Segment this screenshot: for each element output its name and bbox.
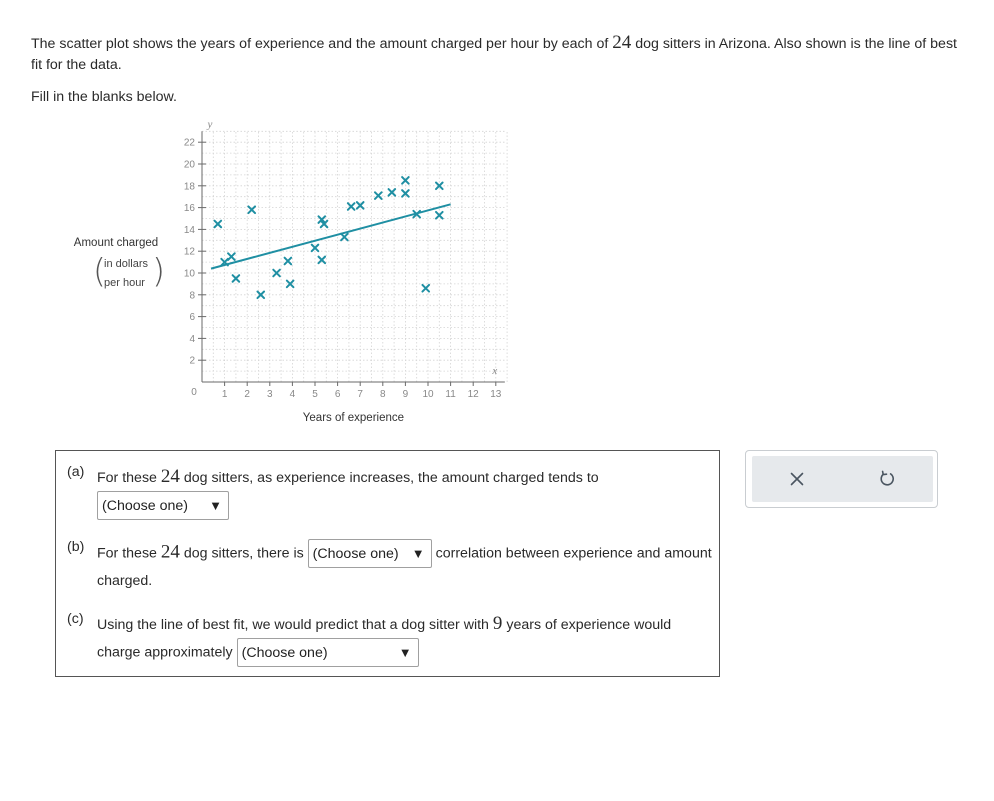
- sitter-count: 24: [612, 32, 632, 53]
- clear-button[interactable]: [752, 456, 842, 502]
- x-axis-variable: x: [492, 365, 498, 377]
- data-point: [341, 234, 348, 241]
- y-tick-label: 12: [183, 246, 195, 258]
- question-a-count: 24: [160, 466, 180, 487]
- trend-select[interactable]: (Choose one) ▼: [97, 491, 229, 520]
- prediction-select[interactable]: (Choose one) ▼: [237, 638, 419, 667]
- dropdown-arrow-icon: ▼: [209, 497, 222, 513]
- data-point: [285, 258, 292, 265]
- origin-label: 0: [191, 387, 197, 398]
- question-c-tag: (c): [67, 611, 84, 627]
- data-point: [273, 270, 280, 277]
- question-c-years: 9: [492, 613, 503, 634]
- data-point: [312, 245, 319, 252]
- y-tick-label: 4: [189, 333, 195, 345]
- right-paren-glyph: ): [152, 251, 165, 290]
- question-b-tag: (b): [67, 539, 85, 555]
- question-a-tag: (a): [67, 464, 85, 480]
- toolbar-inner: [752, 456, 933, 502]
- x-tick-label: 9: [402, 389, 409, 400]
- y-tick-label: 22: [183, 137, 195, 149]
- x-tick-label: 12: [467, 389, 479, 400]
- y-axis-label: Amount charged: [73, 237, 159, 249]
- undo-icon: [878, 470, 896, 488]
- correlation-select[interactable]: (Choose one) ▼: [308, 539, 432, 568]
- dropdown-arrow-icon: ▼: [411, 545, 425, 561]
- answer-toolbar: [745, 450, 938, 508]
- y-tick-label: 8: [189, 290, 195, 302]
- x-tick-label: 6: [334, 389, 341, 400]
- x-tick-label: 10: [422, 389, 434, 400]
- x-tick-label: 13: [490, 389, 502, 400]
- y-unit-line2: per hour: [104, 277, 145, 289]
- answer-box: [55, 450, 720, 677]
- y-axis-unit: [93, 251, 165, 292]
- y-tick-label: 18: [183, 181, 195, 193]
- data-point: [215, 221, 222, 228]
- question-a-body: For these 24 dog sitters, as experience increases, the amount charged tends to (Choose one) ▼: [97, 464, 717, 520]
- y-tick-label: 2: [189, 355, 195, 367]
- y-tick-label: 14: [183, 224, 195, 236]
- close-icon: [789, 471, 805, 487]
- x-tick-label: 7: [357, 389, 363, 400]
- y-tick-label: 20: [183, 159, 195, 171]
- y-tick-label: 6: [189, 312, 195, 324]
- prompt-text: The scatter plot shows the years of experience and the amount charged per hour by each of 24 dog sitters in Arizona. Also shown is the line of best fit for the data.: [31, 32, 957, 73]
- left-paren-glyph: (: [93, 251, 106, 290]
- dropdown-arrow-icon: ▼: [398, 644, 412, 660]
- scatter-plot: [0, 0, 560, 440]
- x-tick-label: 4: [289, 389, 296, 400]
- question-b-count: 24: [160, 541, 180, 563]
- data-point: [228, 253, 235, 260]
- undo-button[interactable]: [842, 456, 932, 502]
- y-tick-label: 10: [183, 268, 195, 280]
- x-tick-label: 8: [380, 389, 386, 400]
- x-axis-label: Years of experience: [302, 412, 405, 424]
- question-b-body: For these 24 dog sitters, there is (Choose one) ▼ correlation between experience and amount charged.: [97, 539, 717, 594]
- y-unit-line1: in dollars: [104, 258, 149, 270]
- x-tick-label: 2: [244, 389, 250, 400]
- y-axis-variable: y: [207, 118, 213, 131]
- x-tick-label: 1: [221, 389, 228, 400]
- data-point: [375, 192, 382, 199]
- x-tick-label: 5: [312, 389, 318, 400]
- question-c-body: Using the line of best fit, we would predict that a dog sitter with 9 years of experience would charge approximately (Choose one) ▼: [97, 611, 717, 667]
- data-point: [422, 285, 429, 292]
- x-tick-label: 11: [445, 389, 456, 400]
- x-tick-label: 3: [267, 389, 273, 400]
- y-tick-label: 16: [183, 203, 195, 215]
- instruction-text: Fill in the blanks below.: [31, 89, 177, 105]
